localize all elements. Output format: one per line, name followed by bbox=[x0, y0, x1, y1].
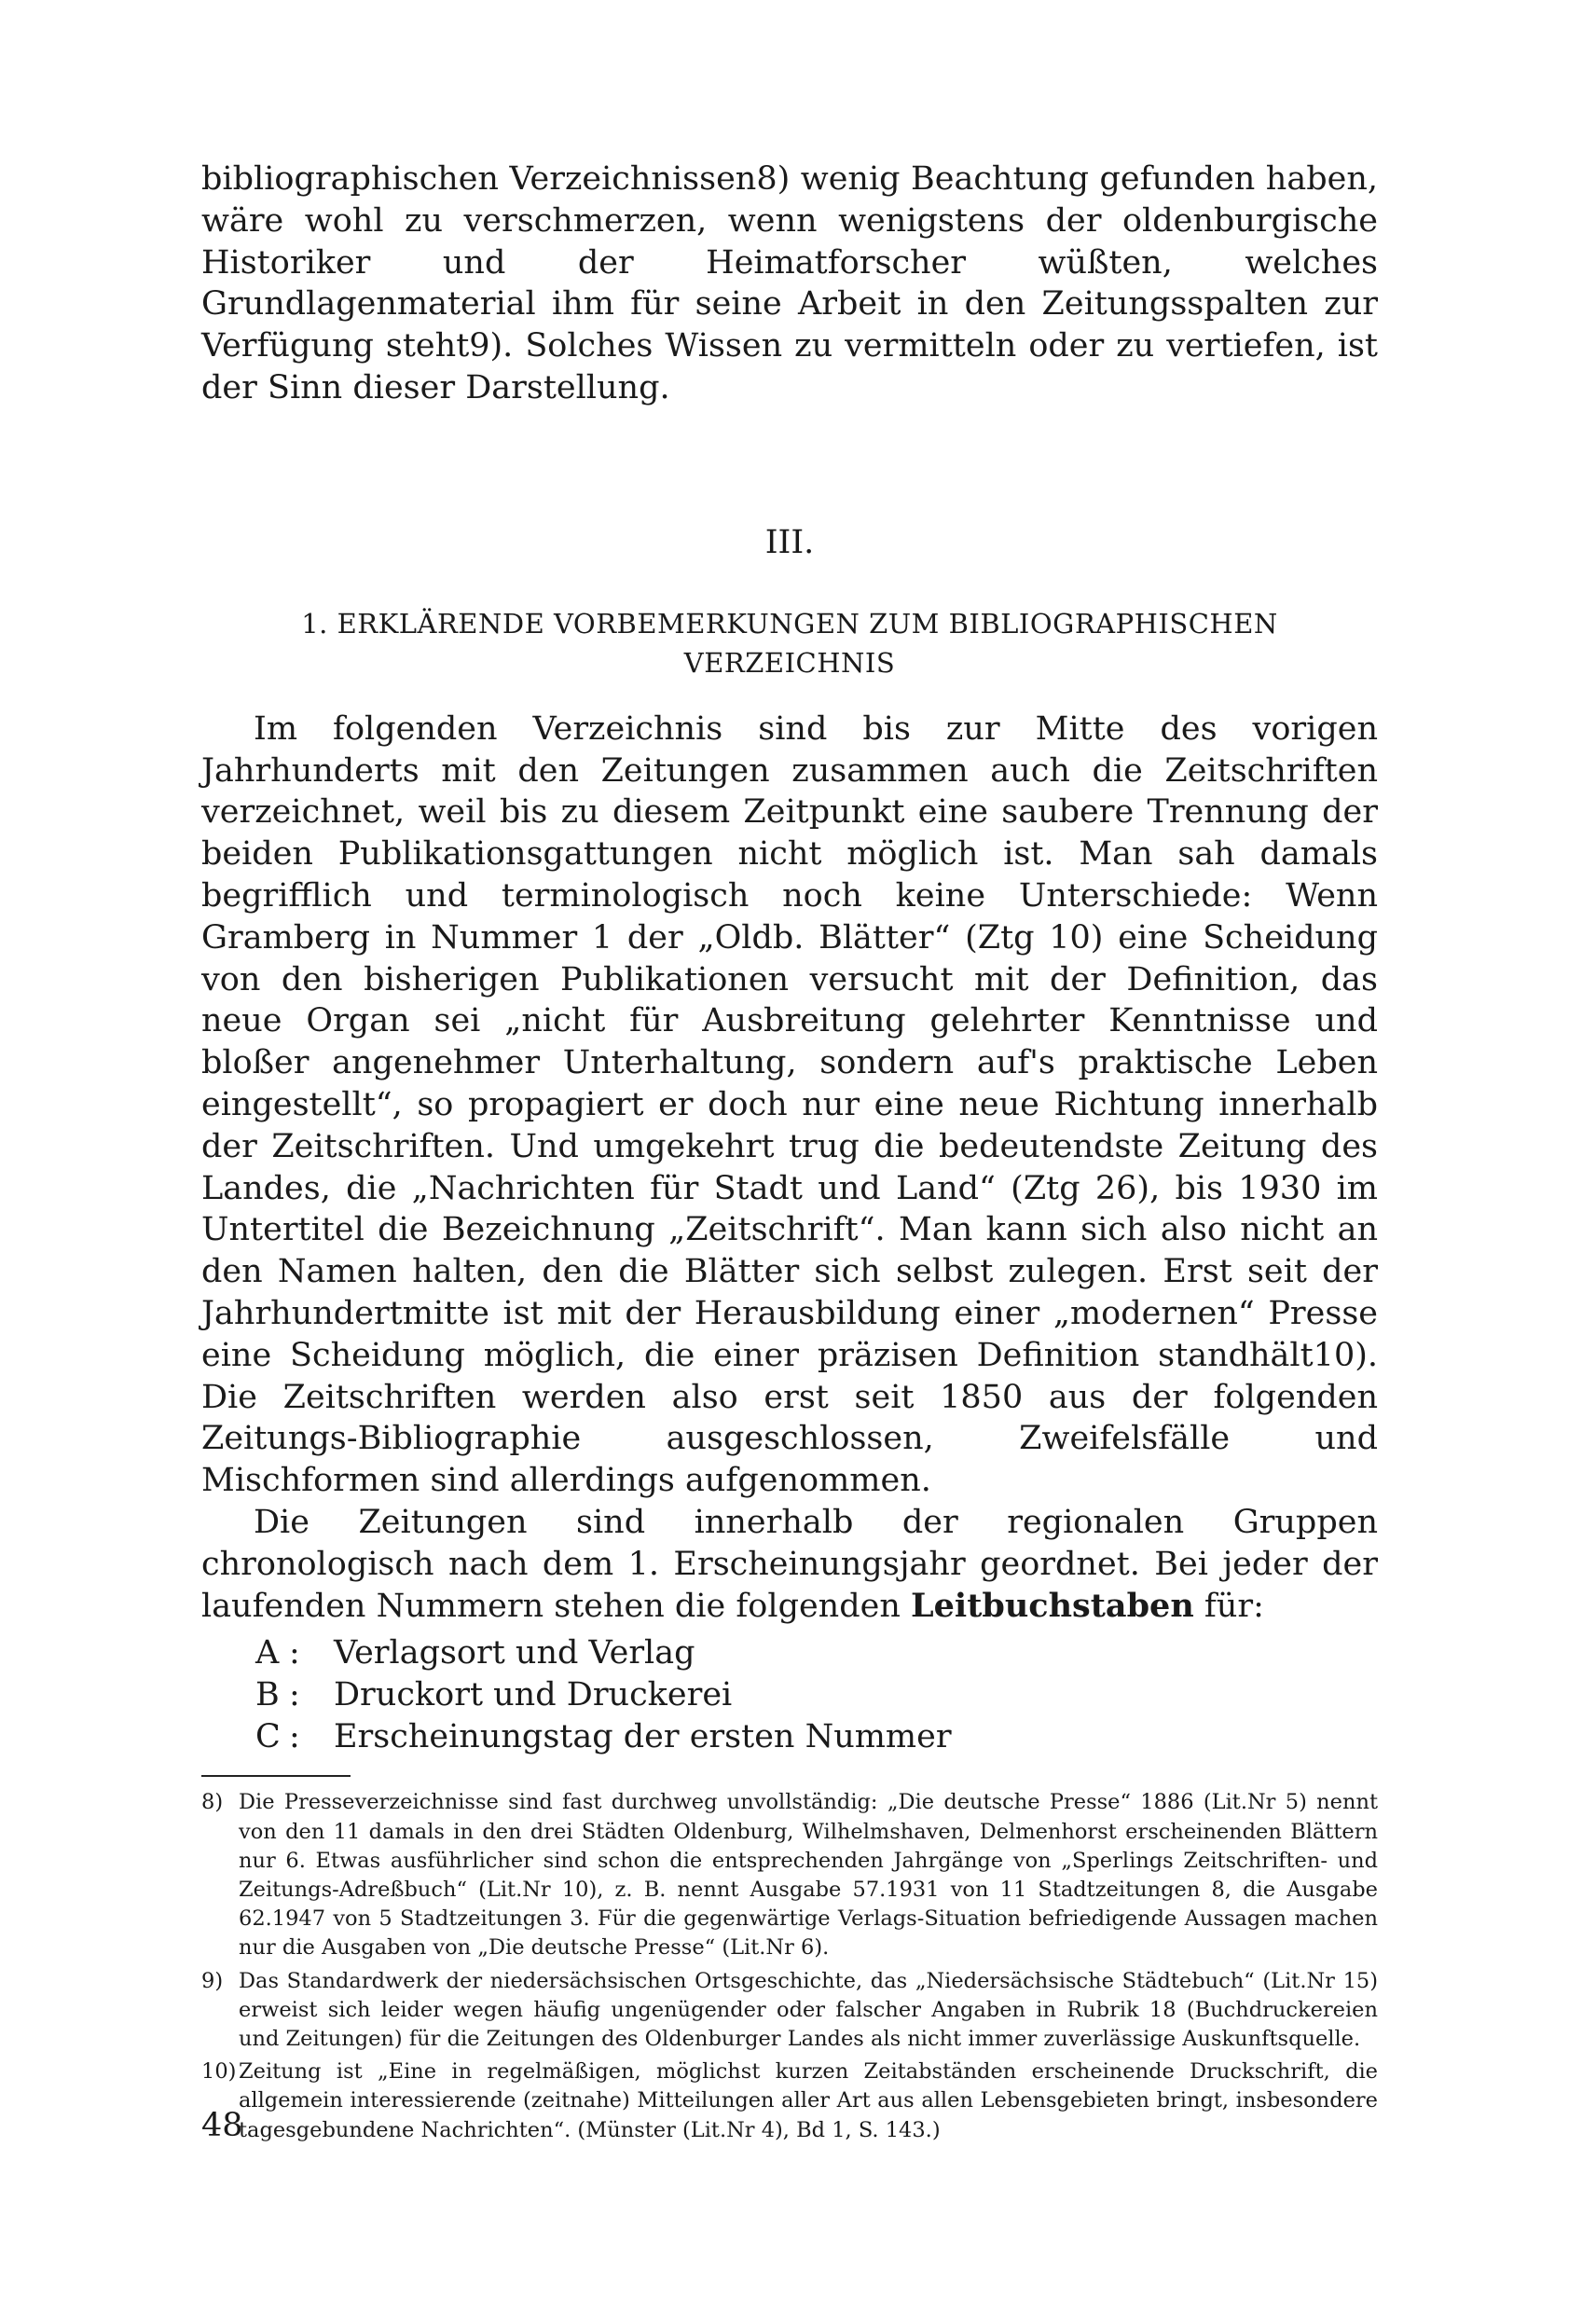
legend-item bbox=[255, 1632, 1378, 1674]
legend-key: C bbox=[255, 1718, 281, 1756]
section-numeral: III. bbox=[764, 523, 815, 561]
footnote-text: Die Presseverzeichnisse sind fast durchweg unvollständig: „Die deutsche Presse“ 1886 (Lit.Nr 5) nennt von den 11 damals in den drei Städten Oldenburg, Wilhelmshaven, Delmenhorst erscheinenden Blättern nur 6. Etwas ausführlicher sind schon die entsprechenden Jahrgänge von „Sperlings Zeitschriften- und Zeitungs-Adreßbuch“ (Lit.Nr 10), z. B. nennt Ausgabe 57.1931 von 11 Stadtzeitungen 8, die Ausgabe 62.1947 von 5 Stadtzeitungen 3. Für die gegenwärtige Verlags-Situation befriedigende Aussagen machen nur die Ausgaben von „Die deutsche Presse“ (Lit.Nr 6). bbox=[239, 1790, 1378, 1961]
paragraph-2 bbox=[201, 1502, 1378, 1627]
legend-sep: : bbox=[289, 1634, 300, 1672]
paragraph-2-text: Die Zeitungen sind innerhalb der regionalen Gruppen chronologisch nach dem 1. Erscheinungsjahr geordnet. Bei jeder der laufenden Nummern stehen die folgenden bbox=[201, 1503, 1378, 1625]
legend-text: Verlagsort und Verlag bbox=[334, 1634, 695, 1672]
legend-item bbox=[255, 1716, 1378, 1758]
footnote bbox=[201, 1967, 1378, 2055]
footnote-rule bbox=[201, 1775, 351, 1777]
legend-sep: : bbox=[289, 1676, 300, 1714]
intro-paragraph: bibliographischen Verzeichnissen8) wenig Beachtung gefunden haben, wäre wohl zu verschmerzen, wenn wenigstens der oldenburgische Historiker und der Heimatforscher wüßten, welches Grundlagenmaterial ihm für seine Arbeit in den Zeitungsspalten zur Verfügung steht9). Solches Wissen zu vermitteln oder zu vertiefen, ist der Sinn dieser Darstellung. bbox=[201, 160, 1378, 406]
legend-list bbox=[255, 1632, 1378, 1758]
paragraph-2-end: für: bbox=[1193, 1587, 1264, 1625]
footnote-number: 9) bbox=[201, 1968, 224, 1993]
legend-sep: : bbox=[289, 1718, 300, 1756]
footnote-text: Das Standardwerk der niedersächsischen Ortsgeschichte, das „Niedersächsische Städtebuch“ (Lit.Nr 15) erweist sich leider wegen häufig ungenügender oder falscher Angaben in Rubrik 18 (Buchdruckereien und Zeitungen) für die Zeitungen des Oldenburger Landes als nicht immer zuverlässige Auskunftsquelle. bbox=[239, 1968, 1378, 2051]
page-body bbox=[201, 158, 1378, 2149]
footnote-number: 10) bbox=[201, 2059, 237, 2085]
footnote-text: Zeitung ist „Eine in regelmäßigen, möglichst kurzen Zeitabständen erscheinende Druckschrift, die allgemein interessierende (zeitnahe) Mitteilungen aller Art aus allen Lebensgebieten bringt, insbesondere tagesgebundene Nachrichten“. (Münster (Lit.Nr 4), Bd 1, S. 143.) bbox=[239, 2059, 1378, 2142]
legend-item bbox=[255, 1674, 1378, 1716]
footnote bbox=[201, 1788, 1378, 1962]
paragraph-2-bold: Leitbuchstaben bbox=[911, 1586, 1194, 1625]
page-number: 48 bbox=[201, 2107, 243, 2144]
footnote-number: 8) bbox=[201, 1790, 224, 1815]
legend-text: Druckort und Druckerei bbox=[334, 1676, 733, 1714]
footnote bbox=[201, 2057, 1378, 2145]
legend-key: B bbox=[255, 1676, 280, 1714]
legend-text: Erscheinungstag der ersten Nummer bbox=[334, 1718, 952, 1756]
paragraph-1: Im folgenden Verzeichnis sind bis zur Mitte des vorigen Jahrhunderts mit den Zeitungen zusammen auch die Zeitschriften verzeichnet, weil bis zu diesem Zeitpunkt eine saubere Trennung der beiden Publikationsgattungen nicht möglich ist. Man sah damals begrifflich und terminologisch noch keine Unterschiede: Wenn Gramberg in Nummer 1 der „Oldb. Blätter“ (Ztg 10) eine Scheidung von den bisherigen Publikationen versucht mit der Definition, das neue Organ sei „nicht für Ausbreitung gelehrter Kenntnisse und bloßer angenehmer Unterhaltung, sondern auf's praktische Leben eingestellt“, so propagiert er doch nur eine neue Richtung innerhalb der Zeitschriften. Und umgekehrt trug die bedeutendste Zeitung des Landes, die „Nachrichten für Stadt und Land“ (Ztg 26), bis 1930 im Untertitel die Bezeichnung „Zeitschrift“. Man kann sich also nicht an den Namen halten, den die Blätter sich selbst zulegen. Erst seit der Jahrhundertmitte ist mit der Herausbildung einer „modernen“ Presse eine Scheidung möglich, die einer präzisen Definition standhält10). Die Zeitschriften werden also erst seit 1850 aus der folgenden Zeitungs-Bibliographie ausgeschlossen, Zweifelsfälle und Mischformen sind allerdings aufgenommen. bbox=[201, 709, 1378, 1500]
legend-key: A bbox=[255, 1634, 280, 1672]
section-heading: 1. ERKLÄRENDE VORBEMERKUNGEN ZUM BIBLIOGRAPHISCHEN VERZEICHNIS bbox=[301, 607, 1278, 679]
